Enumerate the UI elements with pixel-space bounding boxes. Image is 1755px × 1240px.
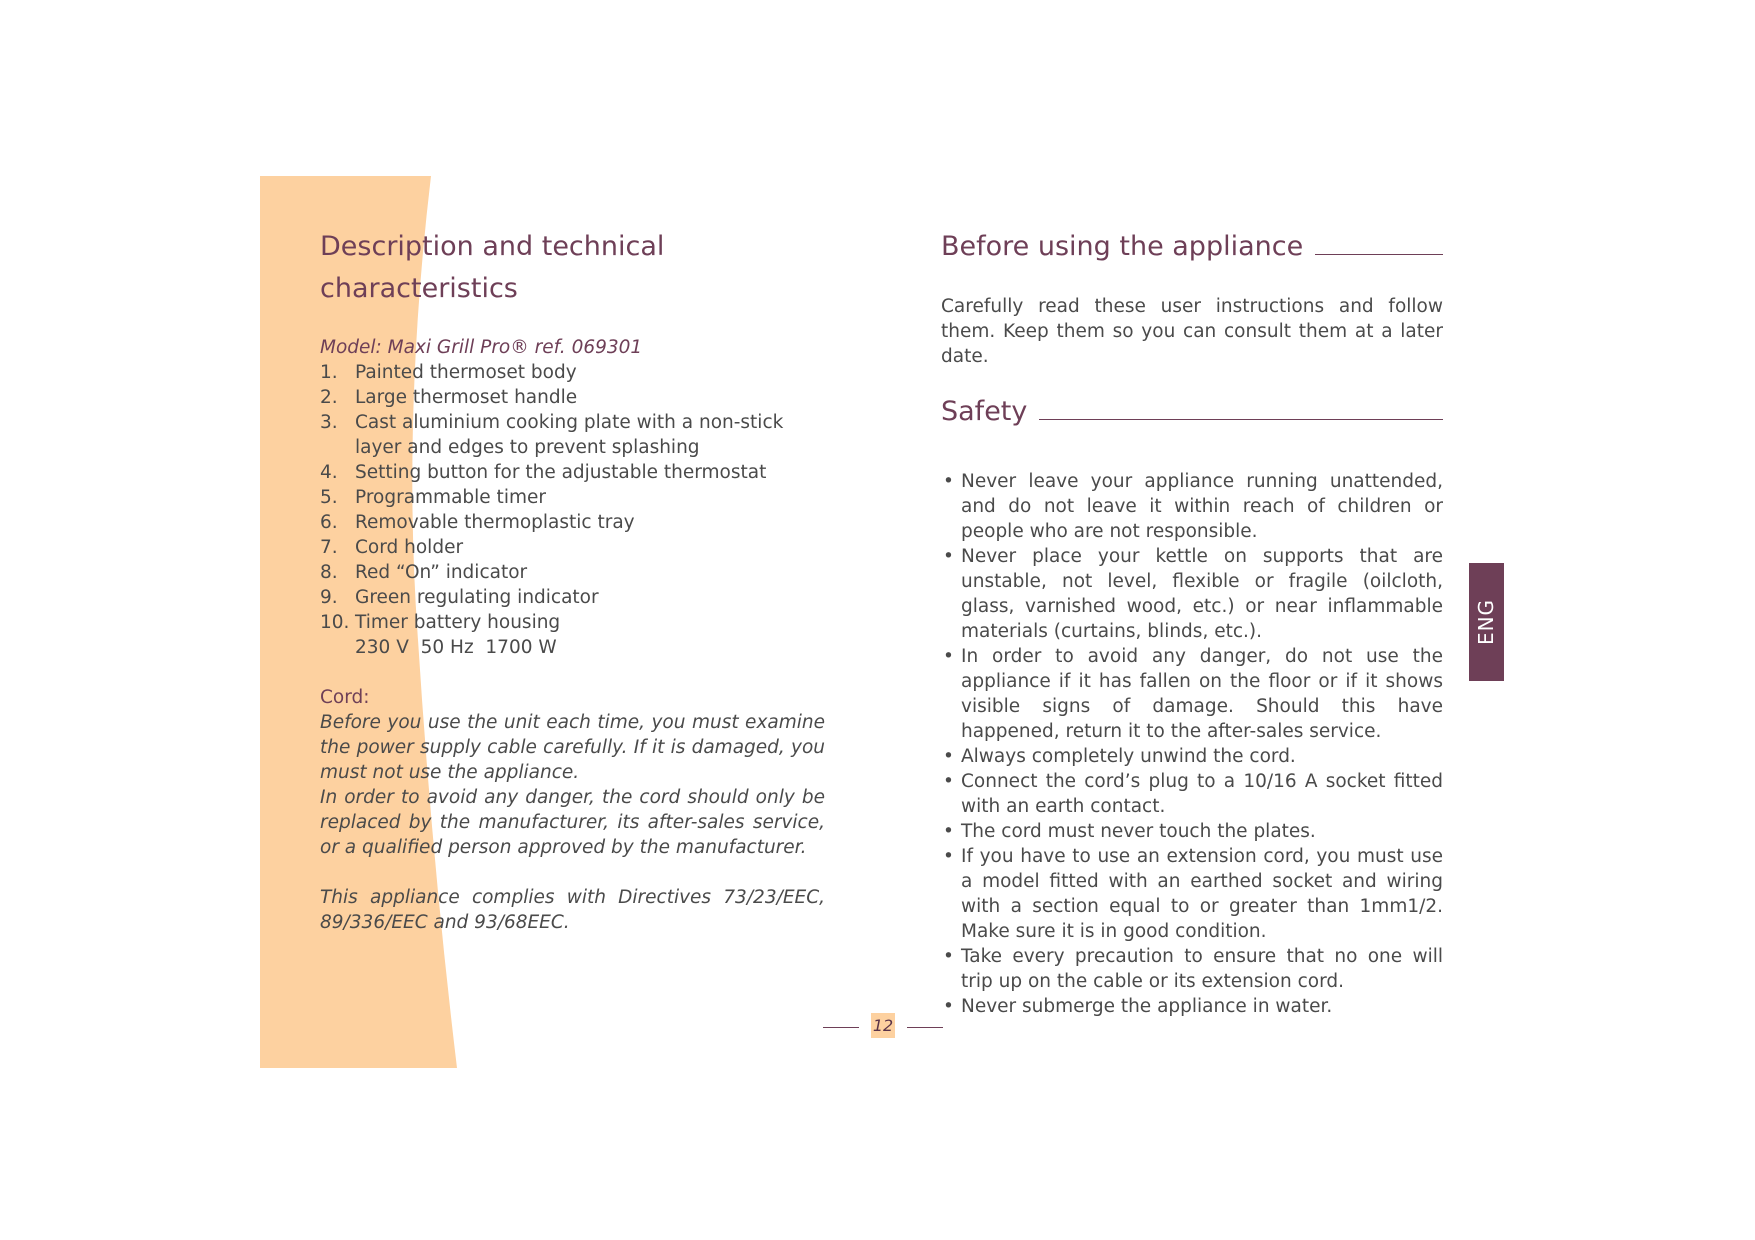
cord-paragraph-2: In order to avoid any danger, the cord should only be replaced by the manufacturer, its after-sales service, or a qualified person approved by the manufacturer. [320, 787, 825, 858]
list-item: • Take every precaution to ensure that no one will trip up on the cable or its extension cord. [943, 946, 1443, 992]
description-title: Description and technical characteristics [320, 231, 665, 304]
bullet-icon: • [943, 546, 954, 567]
list-item: 6. Removable thermoplastic tray [320, 512, 635, 533]
left-column [320, 226, 825, 935]
bullet-icon: • [943, 771, 954, 792]
intro-paragraph: Carefully read these user instructions and follow them. Keep them so you can consult them at a later date. [941, 296, 1443, 367]
list-item: 1. Painted thermoset body [320, 362, 577, 383]
right-column [941, 226, 1443, 1019]
list-item: • Never place your kettle on supports that are unstable, not level, flexible or fragile (oilcloth, glass, varnished wood, etc.) or near inflammable materials (curtains, blinds, etc.). [943, 546, 1443, 642]
model-line: Model: Maxi Grill Pro® ref. 069301 [320, 337, 643, 358]
list-item: 2. Large thermoset handle [320, 387, 578, 408]
list-item: • Connect the cord’s plug to a 10/16 A socket fitted with an earth contact. [943, 771, 1443, 817]
parts-list [320, 360, 825, 635]
bullet-icon: • [943, 646, 954, 667]
language-tab-label: ENG [1474, 598, 1499, 646]
footer-rule-left [823, 1027, 859, 1028]
list-item: 5. Programmable timer [320, 487, 546, 508]
safety-title [941, 391, 1443, 433]
heading-rule [1315, 254, 1443, 255]
list-item: • Never submerge the appliance in water. [943, 996, 1333, 1017]
list-item: • If you have to use an extension cord, you must use a model fitted with an earthed socket and wiring with a section equal to or greater than 1mm1/2. Make sure it is in good condition. [943, 846, 1443, 942]
directives-paragraph: This appliance complies with Directives 73/23/EEC, 89/336/EEC and 93/68EEC. [320, 887, 825, 933]
electrical-specs: 230 V 50 Hz 1700 W [355, 637, 557, 658]
footer-rule-right [907, 1027, 943, 1028]
before-using-title-text: Before using the appliance [941, 231, 1304, 262]
before-using-title [941, 226, 1443, 268]
safety-list [941, 469, 1443, 1019]
bullet-icon: • [943, 471, 954, 492]
safety-title-text: Safety [941, 396, 1028, 427]
list-item: • Always completely unwind the cord. [943, 746, 1296, 767]
cord-paragraph-1: Before you use the unit each time, you must examine the power supply cable carefully. If it is damaged, you must not use the appliance. [320, 712, 825, 783]
page-number: 12 [871, 1013, 895, 1038]
list-item: 9. Green regulating indicator [320, 587, 599, 608]
list-item: • The cord must never touch the plates. [943, 821, 1316, 842]
list-item: 10. Timer battery housing [320, 612, 561, 633]
list-item: 4. Setting button for the adjustable thermostat [320, 462, 767, 483]
bullet-icon: • [943, 746, 954, 767]
cord-title: Cord: [320, 687, 370, 708]
bullet-icon: • [943, 846, 954, 867]
list-item: 3. Cast aluminium cooking plate with a non-stick layer and edges to prevent splashing [320, 412, 784, 458]
list-item: • In order to avoid any danger, do not use the appliance if it has fallen on the floor or if it shows visible signs of damage. Should this have happened, return it to the after-sales service. [943, 646, 1443, 742]
bullet-icon: • [943, 996, 954, 1017]
heading-rule [1039, 419, 1443, 420]
page-footer [823, 1013, 943, 1039]
list-item: 8. Red “On” indicator [320, 562, 528, 583]
list-item: 7. Cord holder [320, 537, 464, 558]
bullet-icon: • [943, 946, 954, 967]
list-item: • Never leave your appliance running unattended, and do not leave it within reach of children or people who are not responsible. [943, 471, 1443, 542]
language-tab [1469, 563, 1504, 681]
bullet-icon: • [943, 821, 954, 842]
